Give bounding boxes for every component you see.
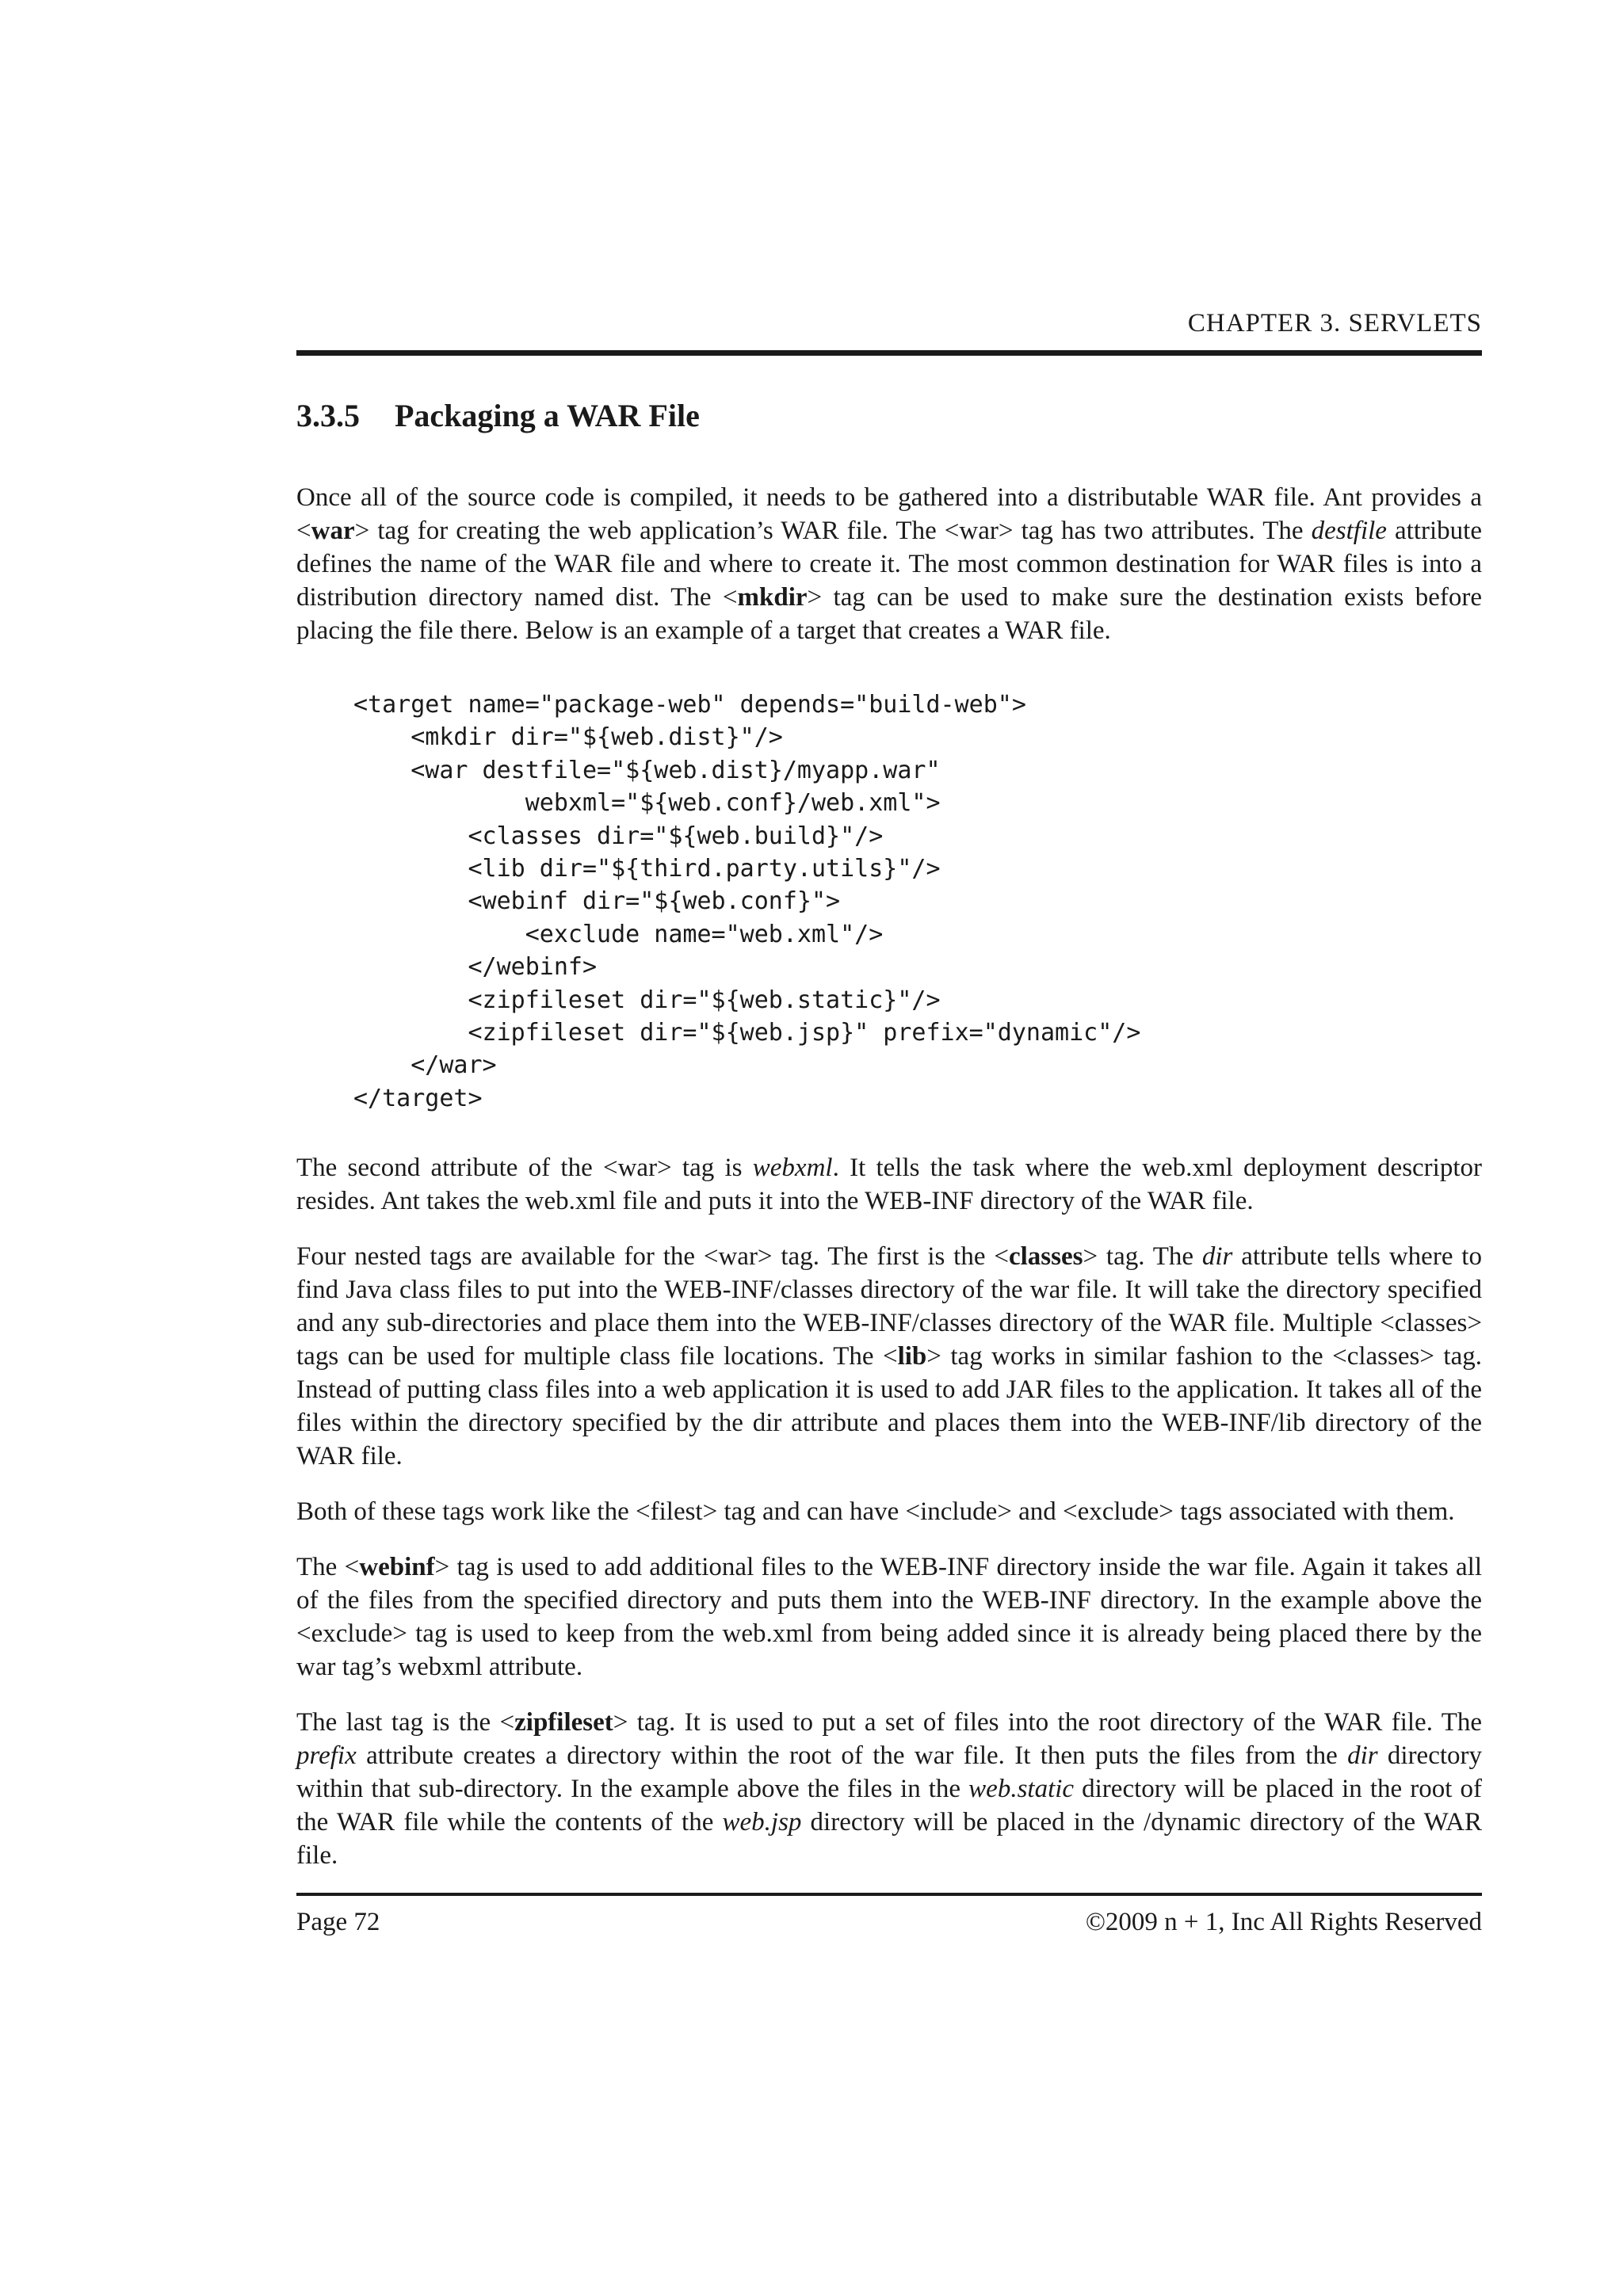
destfile-italic: destfile bbox=[1311, 517, 1387, 545]
section-heading bbox=[296, 397, 1482, 435]
text-run: > tag. It is used to put a set of files into the root directory of the WAR file. The bbox=[613, 1708, 1483, 1737]
text-run: attribute tells where to find Java class files to put into the WEB-INF/classes directory of the war file. It will take the directory specified and any sub-directories and place them into the WEB-INF/classes directory of the WAR file. Multiple <classes> tags can be used for multiple class file locations. The < bbox=[296, 1242, 1482, 1371]
page bbox=[296, 307, 1482, 1939]
code-line: <webinf dir="${web.conf}"> bbox=[353, 887, 841, 916]
page-footer bbox=[296, 1905, 1482, 1939]
code-line: <mkdir dir="${web.dist}"/> bbox=[353, 723, 783, 752]
text-run: directory within that sub-directory. In the example above the files in the bbox=[296, 1741, 1483, 1804]
section-title: Packaging a WAR File bbox=[395, 398, 700, 433]
code-block bbox=[353, 688, 1482, 1115]
war-tag-bold: war bbox=[311, 517, 355, 545]
dir-italic: dir bbox=[1201, 1242, 1233, 1272]
code-line: </target> bbox=[353, 1084, 483, 1112]
text-run: Four nested tags are available for the <war> tag. The first is the < bbox=[296, 1242, 1009, 1272]
text-run: directory will be placed in the /dynamic directory of the WAR file. bbox=[296, 1808, 1483, 1871]
text-run: > tag. The bbox=[1083, 1242, 1202, 1272]
mkdir-tag-bold: mkdir bbox=[737, 583, 808, 612]
code-line: </webinf> bbox=[353, 953, 598, 982]
text-run: directory will be placed in the root of the WAR file while the contents of the bbox=[296, 1775, 1482, 1837]
copyright: ©2009 n + 1, Inc All Rights Reserved bbox=[1085, 1908, 1482, 1937]
classes-tag-bold: classes bbox=[1008, 1242, 1083, 1272]
paragraph-zipfileset bbox=[296, 1706, 1482, 1872]
page-number: Page 72 bbox=[296, 1908, 380, 1937]
paragraph-nested-tags bbox=[296, 1240, 1482, 1473]
zipfileset-tag-bold: zipfileset bbox=[514, 1708, 613, 1737]
text-run: attribute creates a directory within the root of the war file. It then puts the files from the bbox=[356, 1741, 1348, 1771]
lib-tag-bold: lib bbox=[897, 1342, 927, 1371]
code-line: webxml="${web.conf}/web.xml"> bbox=[353, 789, 941, 818]
section-number: 3.3.5 bbox=[296, 398, 360, 433]
header-rule bbox=[296, 350, 1482, 356]
web-jsp-italic: web.jsp bbox=[722, 1808, 802, 1837]
text-run: > tag is used to add additional files to the WEB-INF directory inside the war file. Again it takes all of the files from the specified directory and puts them into the WEB-INF directory. In the example above the <exclude> tag is used to keep from the web.xml from being added since it is already being placed there by the war tag’s webxml attribute. bbox=[296, 1553, 1482, 1682]
text-run: Once all of the source code is compiled, it needs to be gathered into a distributable WAR file. Ant provides a < bbox=[296, 483, 1482, 545]
code-line: <zipfileset dir="${web.static}"/> bbox=[353, 986, 941, 1014]
text-run: The second attribute of the <war> tag is bbox=[296, 1154, 753, 1183]
code-line: <zipfileset dir="${web.jsp}" prefix="dynamic"/> bbox=[353, 1018, 1141, 1047]
text-run: . It tells the task where the web.xml deployment descriptor resides. Ant takes the web.xml file and puts it into the WEB-INF directory of the WAR file. bbox=[296, 1154, 1482, 1216]
text-run: > tag for creating the web application’s WAR file. The <war> tag has two attributes. The bbox=[354, 517, 1312, 545]
paragraph-filest: Both of these tags work like the <filest> tag and can have <include> and <exclude> tags associated with them. bbox=[296, 1497, 1455, 1527]
paragraph-war-intro bbox=[296, 481, 1482, 647]
text-run: The < bbox=[296, 1553, 360, 1582]
web-static-italic: web.static bbox=[968, 1775, 1075, 1804]
code-line: </war> bbox=[353, 1051, 497, 1080]
webxml-italic: webxml bbox=[752, 1154, 833, 1183]
text-run: > tag can be used to make sure the destination exists before placing the file there. Below is an example of a target that creates a WAR file. bbox=[296, 583, 1482, 645]
code-line: <war destfile="${web.dist}/myapp.war" bbox=[353, 756, 941, 784]
text-run: > tag works in similar fashion to the <classes> tag. Instead of putting class files into a web application it is used to add JAR files to the application. It takes all of the files within the directory specified by the dir attribute and places them into the WEB-INF/lib directory of the WAR file. bbox=[296, 1342, 1482, 1471]
dir-italic: dir bbox=[1347, 1741, 1378, 1771]
code-line: <lib dir="${third.party.utils}"/> bbox=[353, 854, 941, 883]
paragraph-webinf bbox=[296, 1550, 1482, 1684]
text-run: attribute defines the name of the WAR file and where to create it. The most common destination for WAR files is into a distribution directory named dist. The < bbox=[296, 517, 1482, 612]
paragraph-webxml bbox=[296, 1151, 1482, 1218]
prefix-italic: prefix bbox=[296, 1741, 357, 1771]
code-line: <exclude name="web.xml"/> bbox=[353, 920, 884, 948]
code-line: <classes dir="${web.build}"/> bbox=[353, 822, 884, 850]
code-line: <target name="package-web" depends="build-web"> bbox=[353, 691, 1026, 719]
webinf-tag-bold: webinf bbox=[359, 1553, 435, 1582]
running-head: CHAPTER 3. SERVLETS bbox=[1187, 309, 1482, 338]
text-run: The last tag is the < bbox=[296, 1708, 515, 1737]
footer-rule bbox=[296, 1893, 1482, 1896]
